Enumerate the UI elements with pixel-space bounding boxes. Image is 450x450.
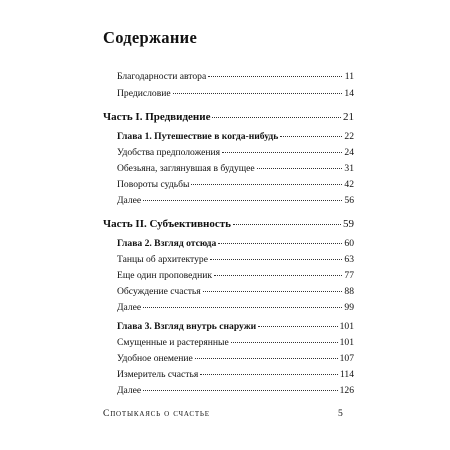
toc-entry-page: 24 (344, 147, 354, 158)
toc-part-1[interactable] (103, 111, 354, 123)
toc-entry-page: 31 (344, 163, 354, 174)
toc-entry-label: Обсуждение счастья (117, 286, 201, 297)
toc-part-label: Часть II. Субъективность (103, 218, 231, 230)
toc-entry[interactable] (117, 369, 354, 381)
toc-entry[interactable] (117, 179, 354, 191)
toc-entry-label: Смущенные и растерянные (117, 337, 229, 348)
dot-leader (143, 390, 337, 391)
toc-entry-label: Обезьяна, заглянувшая в будущее (117, 163, 255, 174)
dot-leader (214, 275, 342, 276)
toc-part-2[interactable] (103, 218, 354, 230)
toc-entry-page: 42 (344, 179, 354, 190)
toc-entry-page: 114 (339, 369, 354, 380)
toc-entry-page: 77 (344, 270, 354, 281)
toc-entry-label: Далее (117, 385, 142, 396)
toc-entry[interactable] (117, 286, 354, 298)
dot-leader (173, 93, 342, 94)
toc-entry-page: 14 (344, 88, 354, 99)
toc-entry-page: 99 (344, 302, 354, 313)
dot-leader (203, 291, 342, 292)
dot-leader (280, 136, 342, 137)
dot-leader (222, 152, 342, 153)
toc-entry-label: Далее (117, 302, 142, 313)
toc-entry-page: 101 (339, 321, 354, 332)
toc-entry-page: 22 (344, 131, 354, 142)
toc-entry-page: 59 (343, 218, 354, 230)
toc-entry-label: Удобное онемение (117, 353, 193, 364)
toc-entry-label: Танцы об архитектуре (117, 254, 208, 265)
toc-entry-acknowledgements[interactable] (117, 71, 354, 83)
toc-entry-page: 11 (344, 71, 354, 82)
toc-entry[interactable] (117, 195, 354, 207)
dot-leader (231, 342, 338, 343)
toc-chapter-1[interactable] (117, 131, 354, 143)
toc-entry-page: 107 (339, 353, 354, 364)
dot-leader (257, 168, 342, 169)
toc-entry[interactable] (117, 147, 354, 159)
page-number: 5 (338, 408, 343, 419)
dot-leader (191, 184, 342, 185)
dot-leader (210, 259, 342, 260)
toc-entry[interactable] (117, 254, 354, 266)
dot-leader (208, 76, 342, 77)
dot-leader (143, 200, 342, 201)
toc-entry[interactable] (117, 337, 354, 349)
page-title: Содержание (103, 28, 198, 47)
toc-entry[interactable] (117, 385, 354, 397)
toc-entry-preface[interactable] (117, 88, 354, 100)
toc-entry[interactable] (117, 270, 354, 282)
toc-entry-label: Далее (117, 195, 142, 206)
dot-leader (233, 224, 341, 225)
dot-leader (212, 117, 341, 118)
dot-leader (143, 307, 342, 308)
toc-chapter-2[interactable] (117, 238, 354, 250)
toc-entry-page: 126 (339, 385, 354, 396)
toc-chapter-3[interactable] (117, 321, 354, 333)
dot-leader (218, 243, 342, 244)
dot-leader (195, 358, 338, 359)
toc-part-label: Часть I. Предвидение (103, 111, 211, 123)
toc-entry-page: 63 (344, 254, 354, 265)
toc-entry-page: 21 (343, 111, 354, 123)
toc-entry[interactable] (117, 302, 354, 314)
dot-leader (200, 374, 338, 375)
toc-entry-label: Измеритель счастья (117, 369, 199, 380)
toc-chapter-label: Глава 1. Путешествие в когда-нибудь (117, 131, 279, 142)
toc-entry[interactable] (117, 353, 354, 365)
dot-leader (258, 326, 337, 327)
toc-entry-page: 60 (344, 238, 354, 249)
toc-chapter-label: Глава 3. Взгляд внутрь снаружи (117, 321, 257, 332)
toc-entry-label: Еще один проповедник (117, 270, 213, 281)
running-title: Спотыкаясь о счастье (103, 408, 210, 419)
toc-entry-label: Благодарности автора (117, 71, 207, 82)
toc-entry-label: Повороты судьбы (117, 179, 190, 190)
toc-entry-page: 88 (344, 286, 354, 297)
toc-entry-label: Предисловие (117, 88, 171, 99)
toc-entry-page: 56 (344, 195, 354, 206)
toc-chapter-label: Глава 2. Взгляд отсюда (117, 238, 217, 249)
toc-entry-page: 101 (339, 337, 354, 348)
toc-entry-label: Удобства предположения (117, 147, 221, 158)
toc-entry[interactable] (117, 163, 354, 175)
